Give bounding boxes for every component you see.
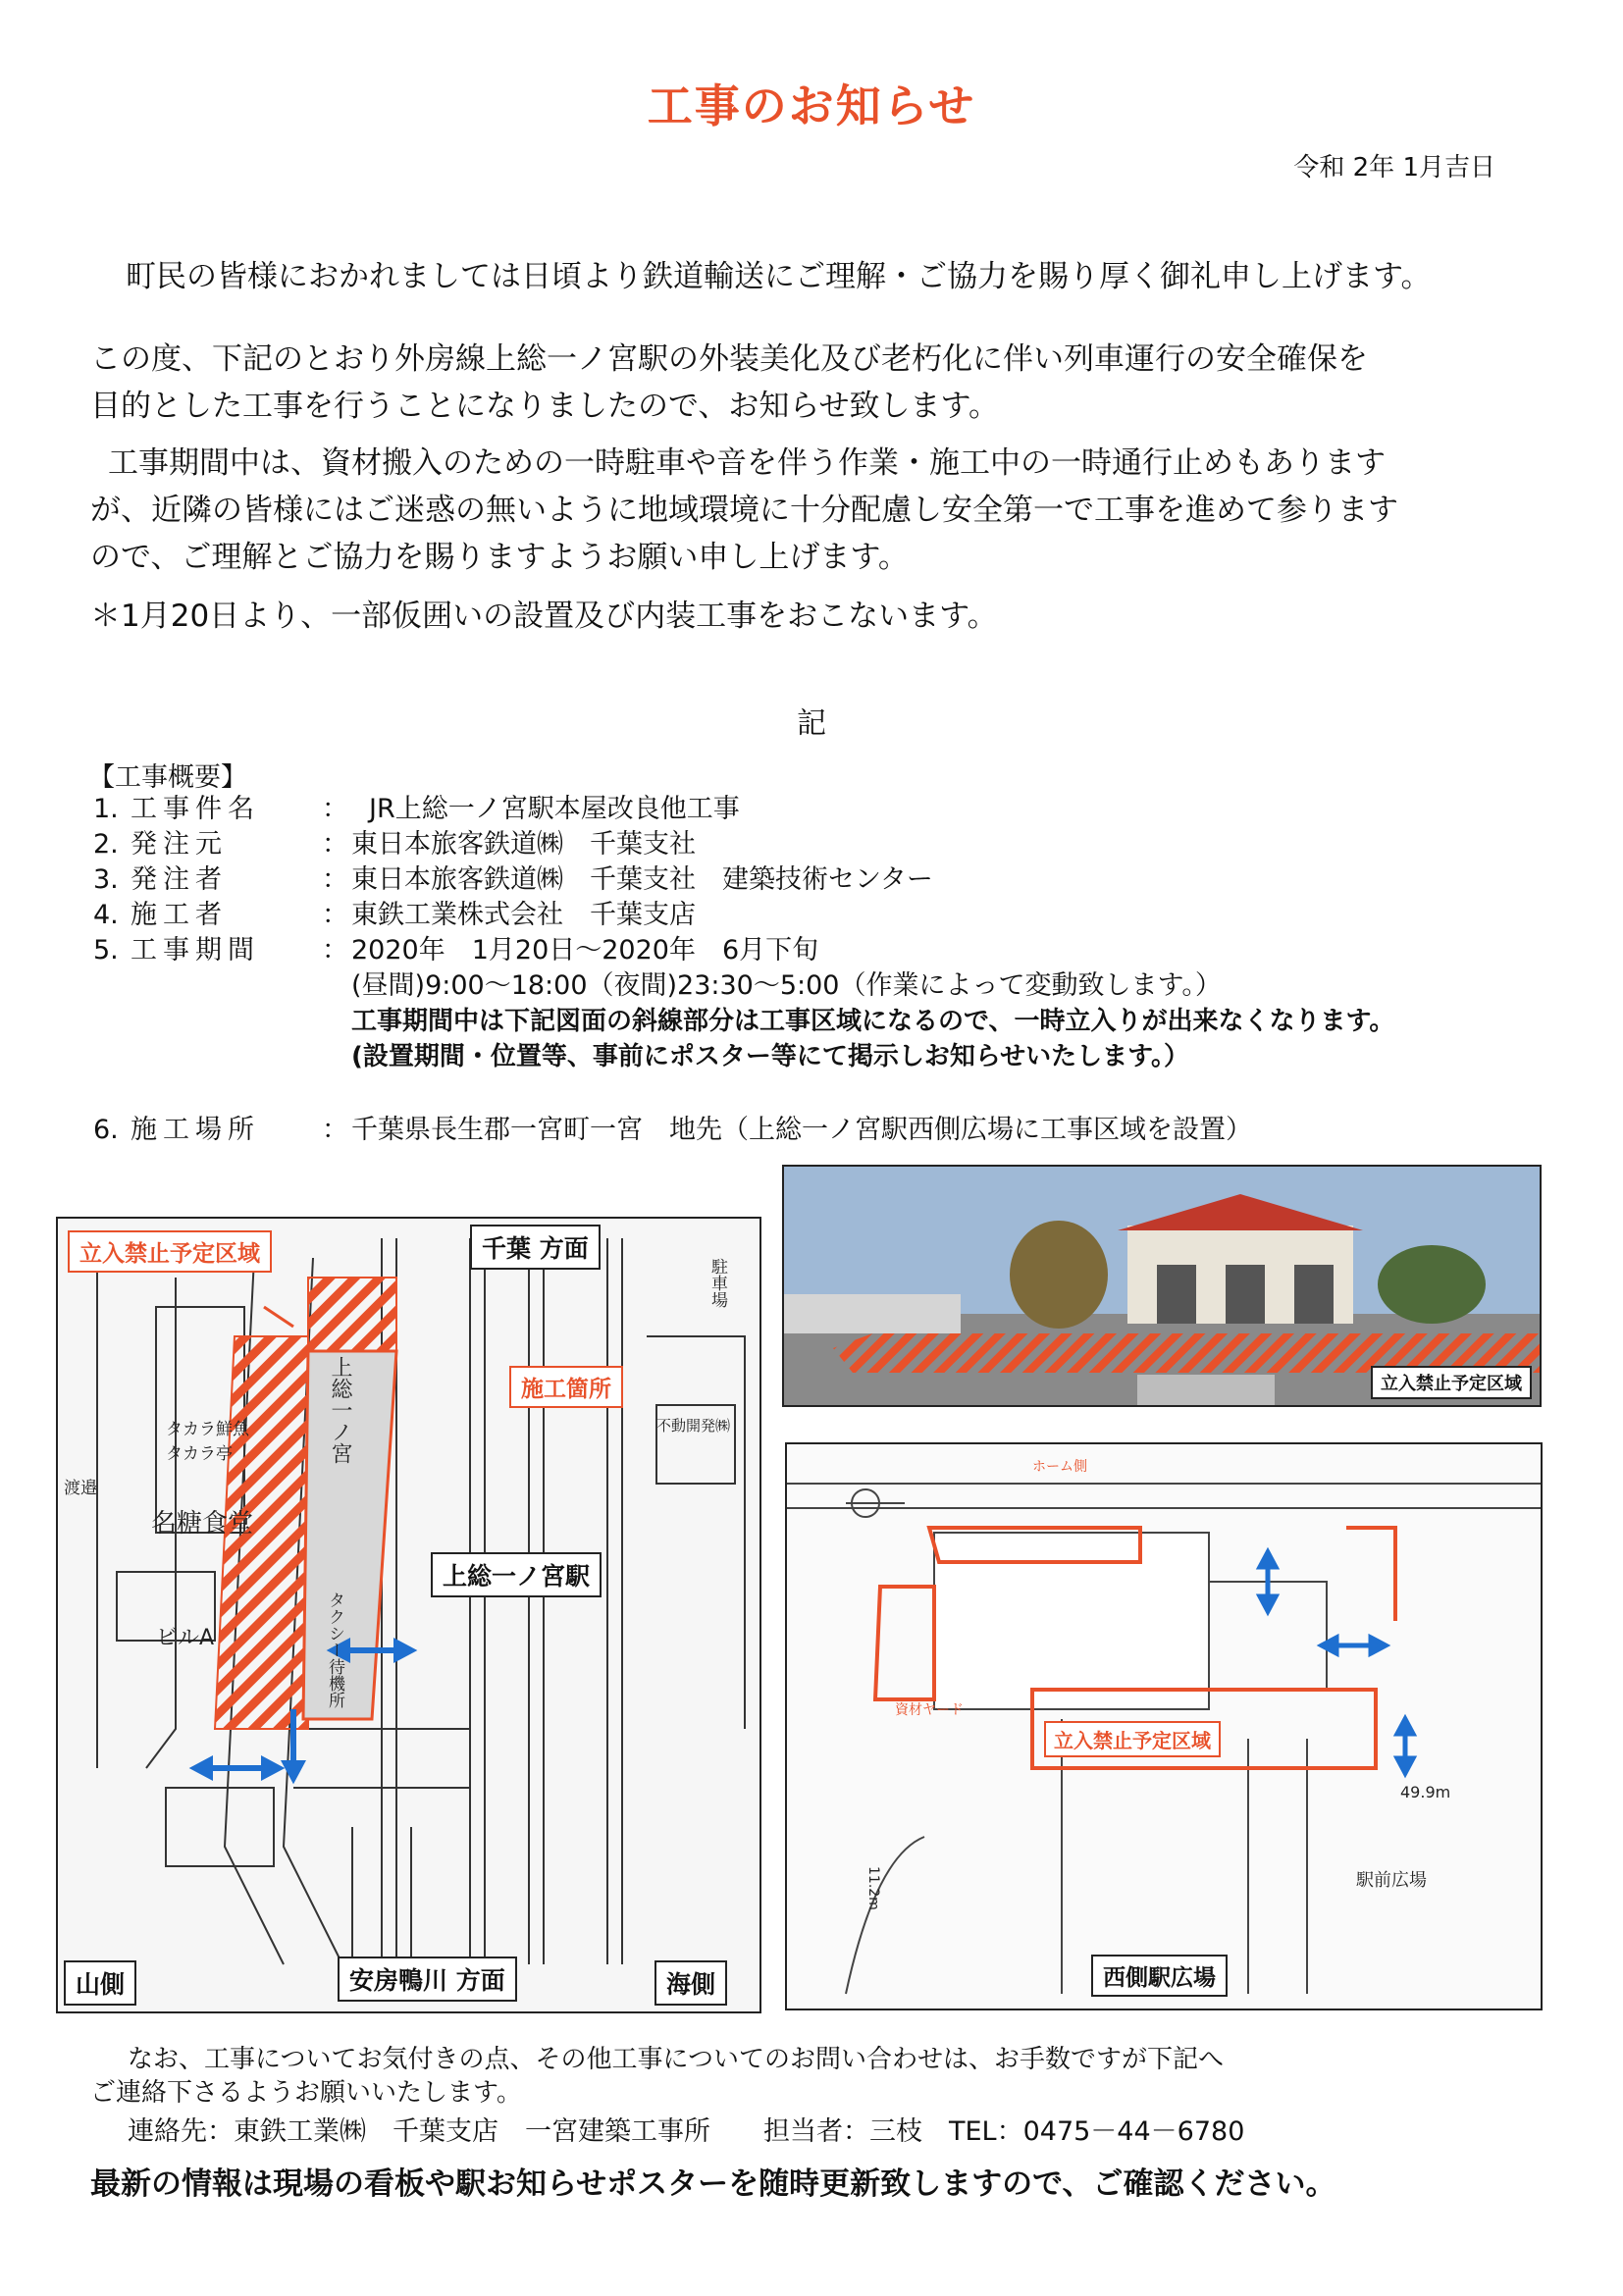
- restriction-warning: 工事期間中は下記図面の斜線部分は工事区域になるので、一時立入りが出来なくなります。: [351, 1007, 1395, 1036]
- plan-dimension: 49.9m: [1400, 1783, 1451, 1801]
- contact-info: 連絡先：東鉄工業㈱ 千葉支店 一宮建築工事所 担当者：三枝 TEL：0475－44－6780: [128, 2116, 1245, 2147]
- inquiry-text: ご連絡下さるようお願いいたします。: [90, 2078, 522, 2108]
- leader-line: [264, 1307, 293, 1327]
- update-notice: 最新の情報は現場の看板や駅お知らせポスターを随時更新致しますので、ご確認ください。: [90, 2166, 1336, 2202]
- inquiry-text: なお、工事についてお気付きの点、その他工事についてのお問い合わせは、お手数ですが下記へ: [128, 2045, 1224, 2074]
- restricted-area-label: 立入禁止予定区域: [68, 1230, 272, 1273]
- location-map: [56, 1217, 761, 2013]
- station-name-label: 上総一ノ宮駅: [431, 1552, 602, 1597]
- page-title: 工事のお知らせ: [647, 79, 976, 132]
- map-label: 駐車場: [707, 1258, 727, 1308]
- overview-item: 1. 工事件名 ： JR上総一ノ宮駅本屋改良他工事: [93, 794, 740, 824]
- period-line: ので、ご理解とご協力を賜りますようお願い申し上げます。: [90, 540, 909, 575]
- construction-site-label: 施工箇所: [509, 1366, 623, 1408]
- purpose-paragraph: [90, 336, 1562, 430]
- overview-item: 4. 施工者 ： 東鉄工業株式会社 千葉支店: [93, 900, 696, 930]
- photo-restricted-label: 立入禁止予定区域: [1371, 1366, 1532, 1399]
- greeting-paragraph: 町民の皆様におかれましては日頃より鉄道輸送にご理解・ご協力を賜り厚く御礼申し上げます。: [126, 259, 1432, 294]
- map-label: タカラ鮮魚: [166, 1420, 249, 1439]
- overview-item-location: 6. 施工場所 ： 千葉県長生郡一宮町一宮 地先（上総一ノ宮駅西側広場に工事区域を設置）: [93, 1115, 1252, 1145]
- mountain-side-label: 山側: [64, 1960, 136, 2006]
- map-label: 不動開発㈱: [656, 1417, 731, 1435]
- overview-item: 2. 発注元 ： 東日本旅客鉄道㈱ 千葉支社: [93, 829, 696, 860]
- south-direction-label: 安房鴨川 方面: [338, 1957, 517, 2002]
- yard-label: 資材ヤード: [895, 1702, 964, 1718]
- overview-item: 5. 工事期間 ： 2020年 1月20日～2020年 6月下旬: [93, 935, 819, 965]
- platform-label: ホーム側: [1032, 1459, 1087, 1475]
- map-label: タカラ亭: [166, 1444, 233, 1464]
- station-plaza-label: 駅前広場: [1356, 1870, 1427, 1891]
- north-direction-label: 千葉 方面: [470, 1225, 601, 1270]
- west-plaza-label: 西側駅広場: [1091, 1955, 1228, 1997]
- period-line: 工事期間中は、資材搬入のための一時駐車や音を伴う作業・施工中の一時通行止めもあります: [108, 445, 1386, 481]
- map-label: ビルA: [156, 1626, 215, 1650]
- period-line: が、近隣の皆様にはご迷惑の無いように地域環境に十分配慮し安全第一で工事を進めて参ります: [90, 493, 1398, 528]
- site-plan: [785, 1442, 1543, 2010]
- overview-heading: 【工事概要】: [88, 762, 247, 793]
- map-label: 上総一ノ宮: [328, 1356, 352, 1464]
- issue-date: 令和 2年 1月吉日: [1293, 153, 1495, 183]
- period-paragraph: [90, 440, 1562, 581]
- purpose-line: 目的とした工事を行うことになりましたので、お知らせ致します。: [90, 389, 999, 424]
- note-paragraph: ＊1月20日より、一部仮囲いの設置及び内装工事をおこないます。: [90, 599, 998, 634]
- plan-restricted-label: 立入禁止予定区域: [1044, 1721, 1221, 1757]
- work-hours: (昼間)9:00～18:00（夜間)23:30～5:00（作業によって変動致します。）: [351, 970, 1222, 1001]
- map-label: タクシー待機所: [325, 1592, 344, 1708]
- restriction-note: (設置期間・位置等、事前にポスター等にて掲示しお知らせいたします。）: [351, 1042, 1190, 1071]
- map-label: 名糖食堂: [151, 1509, 254, 1539]
- ki-heading: 記: [797, 706, 826, 741]
- map-drawing: [58, 1219, 759, 2011]
- map-label: 渡邉: [64, 1479, 97, 1498]
- plan-dimension: 11.2m: [865, 1866, 881, 1910]
- plan-arrows: [1260, 1552, 1413, 1773]
- overview-item: 3. 発注者 ： 東日本旅客鉄道㈱ 千葉支社 建築技術センター: [93, 864, 933, 895]
- sea-side-label: 海側: [654, 1960, 727, 2006]
- purpose-line: この度、下記のとおり外房線上総一ノ宮駅の外装美化及び老朽化に伴い列車運行の安全確保を: [90, 341, 1368, 377]
- station-photo: [782, 1165, 1542, 1407]
